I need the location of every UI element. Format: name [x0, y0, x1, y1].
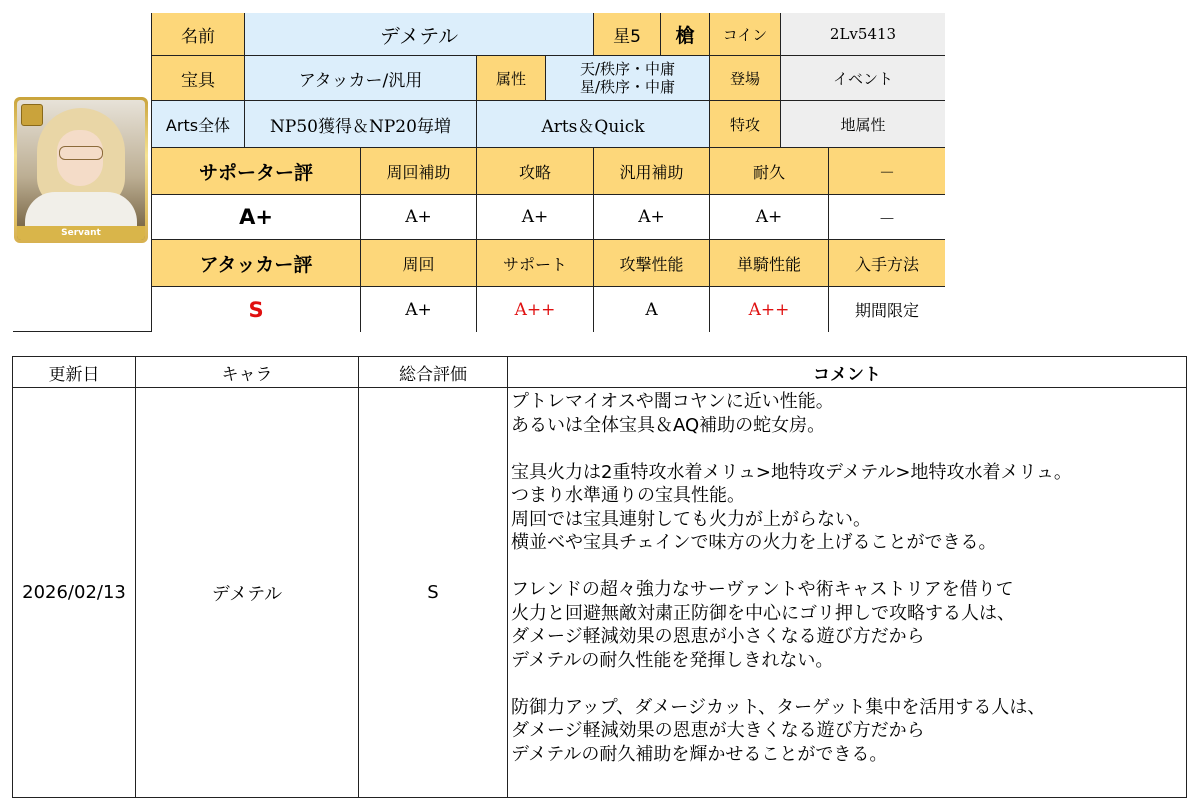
- supporter-val-4: A+: [710, 195, 829, 240]
- header-date: 更新日: [13, 357, 136, 388]
- attacker-val-3: A: [594, 287, 710, 332]
- np-label: 宝具: [152, 56, 245, 101]
- class-badge-icon: [21, 104, 43, 126]
- attacker-val-1: A+: [361, 287, 477, 332]
- header-comment: コメント: [508, 357, 1186, 388]
- coin-label: コイン: [710, 13, 781, 56]
- servant-class: 槍: [661, 13, 710, 56]
- servant-portrait: [14, 97, 148, 243]
- attacker-val-2: A++: [477, 287, 594, 332]
- attacker-val-4: A++: [710, 287, 829, 332]
- supporter-header: サポーター評: [152, 148, 361, 195]
- supporter-val-1: A+: [361, 195, 477, 240]
- name-label: 名前: [152, 13, 245, 56]
- supporter-col-1: 周回補助: [361, 148, 477, 195]
- supporter-col-4: 耐久: [710, 148, 829, 195]
- row-date: 2026/02/13: [13, 388, 136, 797]
- supporter-col-3: 汎用補助: [594, 148, 710, 195]
- rarity: 星5: [594, 13, 661, 56]
- portrait-image: [17, 100, 145, 240]
- supporter-col-5: －: [829, 148, 945, 195]
- row-comment: プトレマイオスや闇コヤンに近い性能。 あるいは全体宝具＆AQ補助の蛇女房。 宝具火力は2重特攻水着メリュ>地特攻デメテル>地特攻水着メリュ。 つまり水準通りの宝具性能。 周回では宝具連射しても火力が上がらない。 横並べや宝具チェインで味方の火力を上げることができる。 フレンドの超々強力なサーヴァントや術キャストリアを借りて 火力と回避無敵対粛正防御を中心にゴリ押しで攻略する人は、 ダメージ軽減効果の恩恵が小さくなる遊び方だから デメテルの耐久性能を発揮しきれない。 防御力アップ、ダメージカット、ターゲット集中を活用する人は、 ダメージ軽減効果の恩恵が大きくなる遊び方だから デメテルの耐久補助を輝かせることができる。: [511, 391, 1072, 765]
- attacker-col-2: サポート: [477, 240, 594, 287]
- attacker-grade: S: [152, 287, 361, 332]
- appear-label: 登場: [710, 56, 781, 101]
- update-history-table: [12, 356, 1187, 798]
- portrait-glasses: [59, 146, 103, 160]
- np-cards: Arts＆Quick: [477, 101, 710, 148]
- np-card: Arts全体: [152, 101, 245, 148]
- supporter-grade: A+: [152, 195, 361, 240]
- row-rating: S: [359, 388, 508, 797]
- supporter-col-2: 攻略: [477, 148, 594, 195]
- attacker-col-3: 攻撃性能: [594, 240, 710, 287]
- portrait-band: Servant: [17, 226, 145, 240]
- header-chara: キャラ: [136, 357, 359, 388]
- np-type: アタッカー/汎用: [245, 56, 477, 101]
- row-chara: デメテル: [136, 388, 359, 797]
- servant-info-table: [13, 13, 945, 332]
- supporter-val-3: A+: [594, 195, 710, 240]
- attribute-values: [546, 56, 710, 101]
- tokko-label: 特攻: [710, 101, 781, 148]
- attribute-label: 属性: [477, 56, 546, 101]
- tokko-value: 地属性: [781, 101, 945, 148]
- np-effect: NP50獲得＆NP20毎増: [245, 101, 477, 148]
- supporter-val-2: A+: [477, 195, 594, 240]
- attacker-col-5: 入手方法: [829, 240, 945, 287]
- supporter-val-5: －: [829, 195, 945, 240]
- attacker-header: アタッカー評: [152, 240, 361, 287]
- coin-value: 2Lv5413: [781, 13, 945, 56]
- servant-name: デメテル: [245, 13, 594, 56]
- attribute-line-2: 星/秩序・中庸: [579, 78, 676, 96]
- attribute-line-1: 天/秩序・中庸: [579, 60, 676, 78]
- attacker-col-1: 周回: [361, 240, 477, 287]
- attacker-val-5: 期間限定: [829, 287, 945, 332]
- header-rating: 総合評価: [359, 357, 508, 388]
- appear-value: イベント: [781, 56, 945, 101]
- attacker-col-4: 単騎性能: [710, 240, 829, 287]
